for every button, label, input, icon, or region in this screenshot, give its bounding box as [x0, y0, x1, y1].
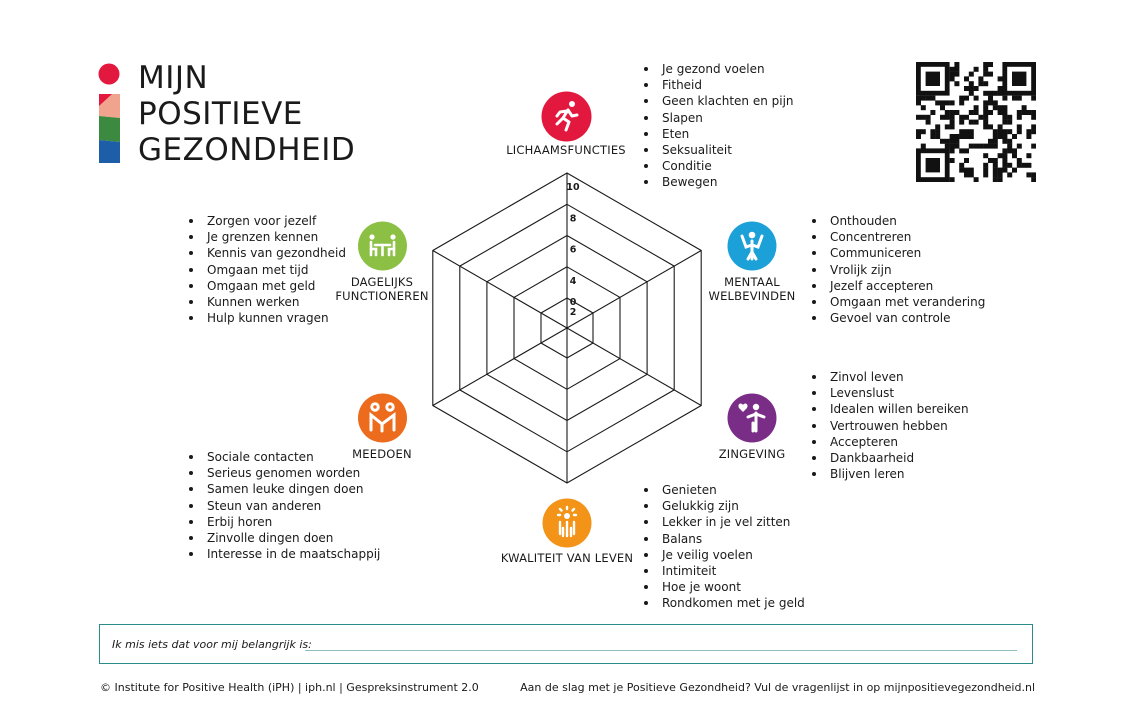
dagelijks-label-line-1: DAGELIJKS — [350, 275, 414, 289]
qr-code[interactable] — [916, 62, 1036, 182]
list-item: Vertrouwen hebben — [810, 418, 969, 434]
list-item: Jezelf accepteren — [810, 278, 985, 294]
list-item: Samen leuke dingen doen — [187, 481, 380, 497]
list-item: Zorgen voor jezelf — [187, 213, 346, 229]
list-item: Je gezond voelen — [642, 61, 794, 77]
lichaamsfuncties-label: LICHAAMSFUNCTIES — [506, 143, 626, 157]
radar-tick-label: 2 — [569, 307, 577, 318]
list-item: Geen klachten en pijn — [642, 93, 794, 109]
list-item: Balans — [642, 531, 805, 547]
radar-tick-label: 10 — [566, 182, 580, 193]
list-item: Kennis van gezondheid — [187, 245, 346, 261]
list-item: Blijven leren — [810, 466, 969, 482]
dagelijks-list — [187, 213, 346, 326]
list-item: Slapen — [642, 110, 794, 126]
list-item: Lekker in je vel zitten — [642, 514, 805, 530]
lichaamsfuncties-list — [642, 61, 794, 191]
kwaliteit-icon-badge — [542, 498, 592, 548]
list-item: Idealen willen bereiken — [810, 401, 969, 417]
list-item: Seksualiteit — [642, 142, 794, 158]
list-item: Zinvolle dingen doen — [187, 530, 380, 546]
list-item: Levenslust — [810, 385, 969, 401]
zingeving-icon-badge — [727, 393, 777, 443]
logo-line-3: GEZONDHEID — [138, 132, 356, 168]
qr-code-image — [916, 62, 1036, 182]
list-item: Erbij horen — [187, 514, 380, 530]
person-radiant-icon — [542, 498, 592, 548]
radar-chart — [420, 160, 720, 500]
two-people-icon — [357, 393, 408, 443]
radar-axis — [433, 328, 567, 406]
list-item: Je grenzen kennen — [187, 229, 346, 245]
list-item: Je veilig voelen — [642, 547, 805, 563]
mentaal-label-line-1: MENTAAL — [724, 275, 780, 289]
radar-tick-label: 4 — [569, 275, 577, 287]
list-item: Concentreren — [810, 229, 985, 245]
list-item: Serieus genomen worden — [187, 465, 380, 481]
list-item: Zinvol leven — [810, 369, 969, 385]
list-item: Interesse in de maatschappij — [187, 546, 380, 562]
mentaal-label — [692, 275, 812, 303]
meedoen-list — [187, 449, 380, 562]
mentaal-icon-badge — [727, 221, 777, 271]
list-item: Omgaan met geld — [187, 278, 346, 294]
mentaal-list — [810, 213, 985, 326]
list-item: Dankbaarheid — [810, 450, 969, 466]
radar-axis — [567, 328, 701, 406]
list-item: Sociale contacten — [187, 449, 380, 465]
list-item: Steun van anderen — [187, 498, 380, 514]
footer-copyright: © Institute for Positive Health (iPH) | iph.nl | Gespreksinstrument 2.0 — [100, 681, 479, 694]
list-item: Bewegen — [642, 174, 794, 190]
radar-tick-label: 8 — [569, 213, 577, 225]
list-item: Intimiteit — [642, 563, 805, 579]
lichaamsfuncties-icon-badge — [541, 91, 592, 142]
meedoen-icon-badge — [357, 393, 408, 443]
list-item: Hulp kunnen vragen — [187, 310, 346, 326]
logo-line-1: MIJN — [138, 60, 209, 96]
logo-mark — [98, 62, 124, 164]
list-item: Fitheid — [642, 77, 794, 93]
list-item: Genieten — [642, 482, 805, 498]
list-item: Gelukkig zijn — [642, 498, 805, 514]
list-item: Communiceren — [810, 245, 985, 261]
person-heart-icon — [727, 393, 777, 443]
people-table-icon — [357, 221, 408, 271]
footer-cta: Aan de slag met je Positieve Gezondheid? Vul de vragenlijst in op mijnpositievegezondheid.nl — [520, 681, 1035, 694]
logo-line-2: POSITIEVE — [138, 96, 303, 132]
list-item: Kunnen werken — [187, 294, 346, 310]
radar-axis — [433, 251, 567, 329]
list-item: Omgaan met tijd — [187, 262, 346, 278]
missing-note-label: Ik mis iets dat voor mij belangrijk is: — [112, 638, 312, 651]
list-item: Rondkomen met je geld — [642, 595, 805, 611]
logo — [98, 62, 124, 164]
list-item: Eten — [642, 126, 794, 142]
logo-text — [138, 60, 355, 168]
runner-icon — [541, 91, 592, 142]
kwaliteit-list — [642, 482, 805, 612]
list-item: Conditie — [642, 158, 794, 174]
list-item: Gevoel van controle — [810, 310, 985, 326]
radar-tick-label: 6 — [569, 244, 577, 256]
list-item: Accepteren — [810, 434, 969, 450]
list-item: Hoe je woont — [642, 579, 805, 595]
zingeving-label: ZINGEVING — [718, 447, 786, 461]
missing-note-box[interactable] — [99, 624, 1033, 664]
zingeving-list — [810, 369, 969, 482]
dagelijks-icon-badge — [357, 221, 408, 271]
missing-note-input-line[interactable] — [305, 650, 1017, 651]
person-mind-icon — [727, 221, 777, 271]
list-item: Onthouden — [810, 213, 985, 229]
list-item: Vrolijk zijn — [810, 262, 985, 278]
dagelijks-label-line-2: FUNCTIONEREN — [335, 289, 429, 303]
mentaal-label-line-2: WELBEVINDEN — [708, 289, 796, 303]
list-item: Omgaan met verandering — [810, 294, 985, 310]
radar-tick-label: 0 — [569, 297, 577, 308]
meedoen-label: MEEDOEN — [352, 447, 412, 461]
radar-axis — [567, 251, 701, 329]
kwaliteit-label: KWALITEIT VAN LEVEN — [500, 551, 634, 565]
